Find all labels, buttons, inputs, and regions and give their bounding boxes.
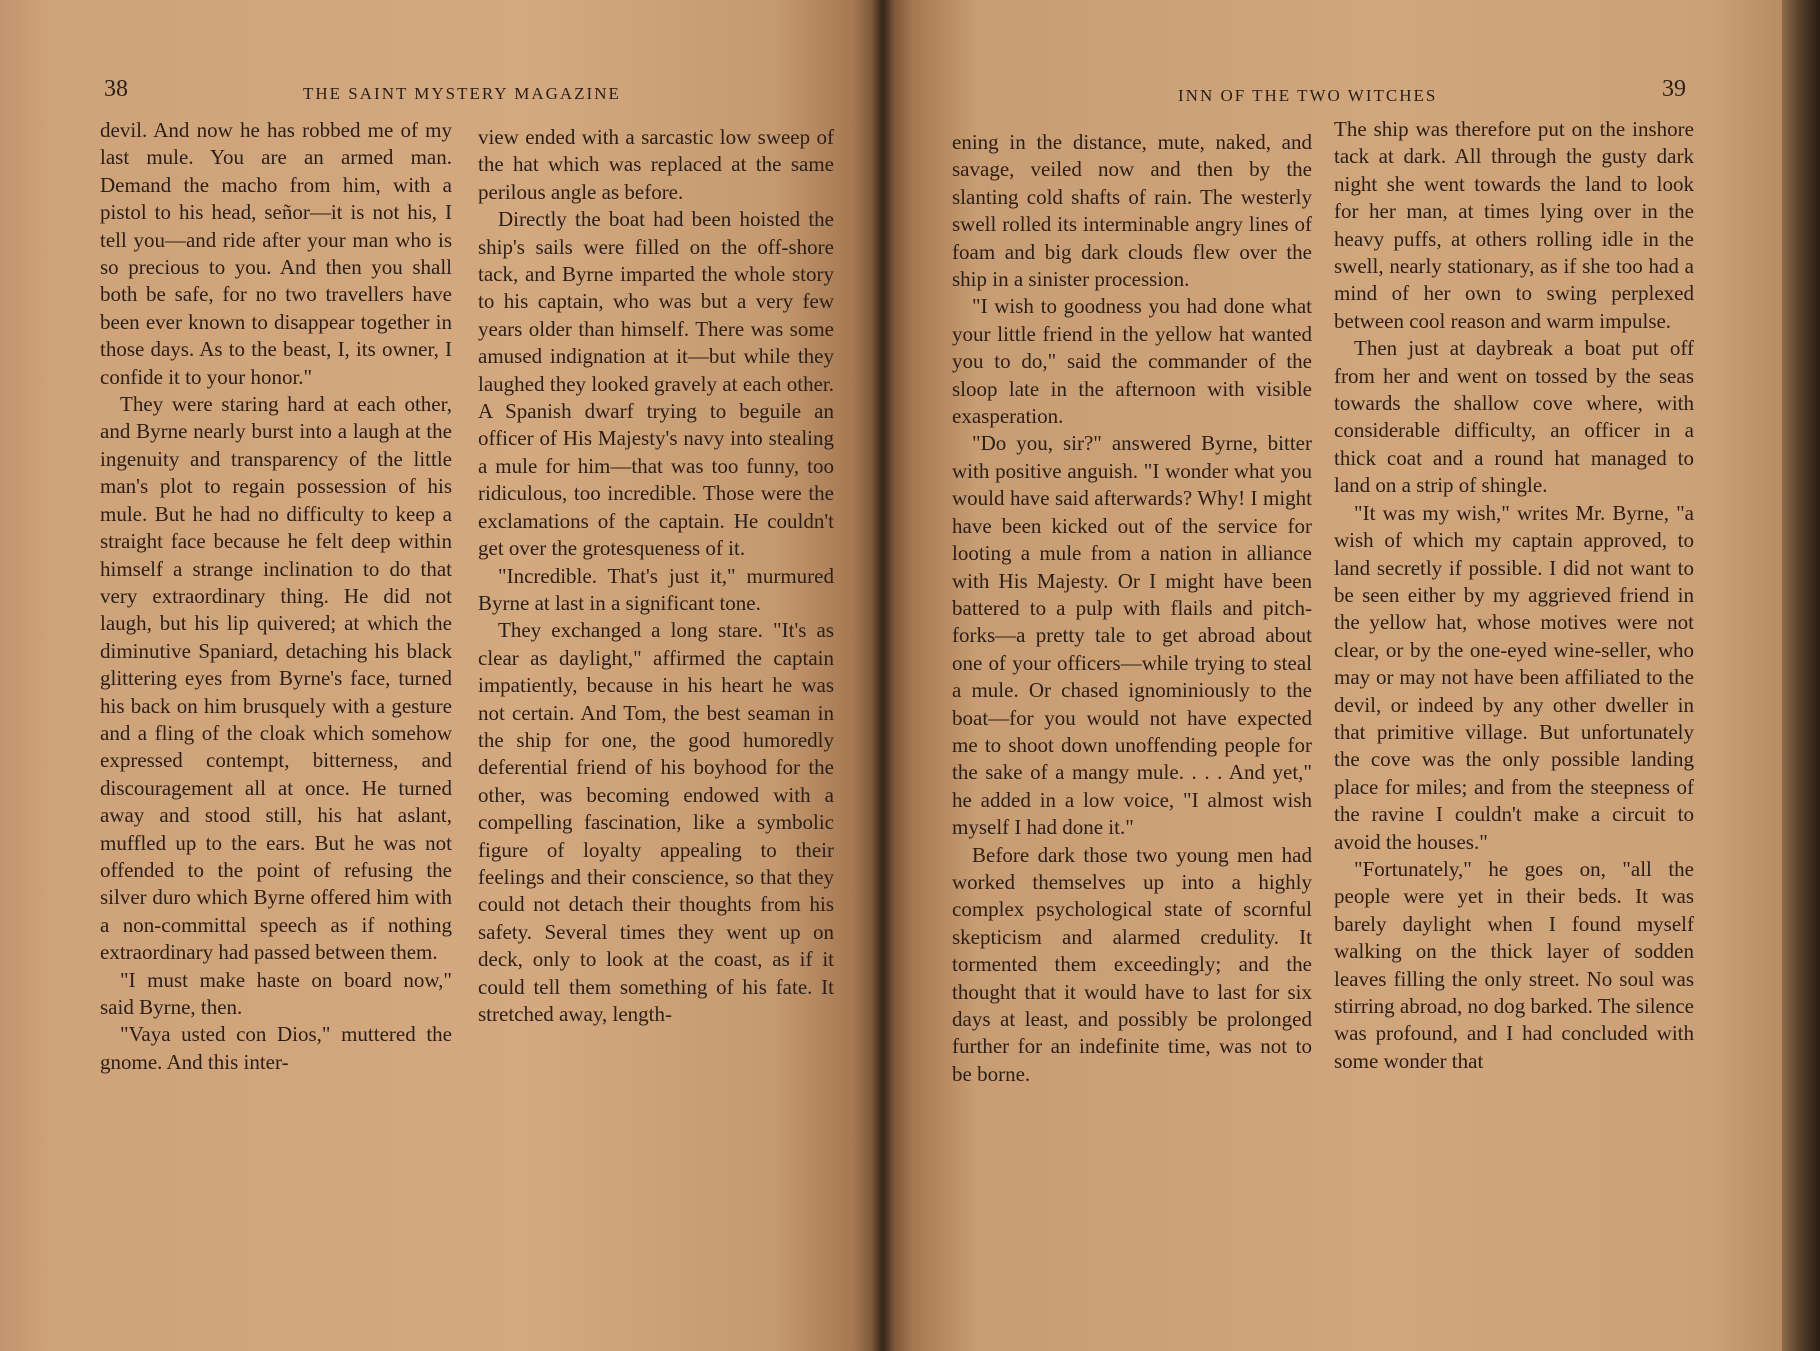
paragraph: "I must make haste on board now," said Byrne, then.: [100, 967, 452, 1019]
left-page: [0, 0, 880, 1351]
paragraph: "Incredible. That's just it," murmured Byrne at last in a significant tone.: [478, 563, 834, 615]
paragraph: Before dark those two young men had worked themselves up into a highly complex psychological state of scornful skepticism and alarmed credulity. It tormented them exceedingly; and the thought that it would have to last for six days at least, and possibly be prolonged further for an indefinite time, was not to be borne.: [952, 842, 1312, 1086]
paragraph: devil. And now he has robbed me of my last mule. You are an armed man. Demand the macho from him, with a pistol to his head, señor—it is not his, I tell you—and ride after your man who is so precious to you. And then you shall both be safe, for no two travellers have been ever known to disappear together in those days. As to the beast, I, its owner, I confide it to your honor.": [100, 118, 452, 389]
paragraph: They were staring hard at each other, and Byrne nearly burst into a laugh at the ingenuity and transparency of the little man's plot to regain possession of his mule. But he had no difficulty to keep a straight face because he felt deep within himself a strange inclination to do that very extraordinary thing. He did not laugh, but his lip quivered; at which the diminutive Spaniard, detaching his black glittering eyes from Byrne's face, turned his back on him brusquely with a gesture and a fling of the cloak which somehow expressed contempt, bitterness, and discouragement all at once. He turned away and stood still, his hat aslant, muffled up to the ears. But he was not offended to the point of refusing the silver duro which Byrne offered him with a non-committal speech as if nothing extraordinary had passed between them.: [100, 392, 452, 965]
running-head: INN OF THE TWO WITCHES: [1178, 86, 1438, 105]
paragraph: "I wish to goodness you had done what your little friend in the yellow hat wanted you to do," said the commander of the sloop late in the afternoon with visible exasperation.: [952, 294, 1312, 429]
paragraph: "Fortunately," he goes on, "all the people were yet in their beds. It was barely daylight when I found myself walking on the thick layer of sodden leaves filling the only street. No soul was stirring abroad, no dog barked. The silence was profound, and I had concluded with some wonder that: [1334, 856, 1695, 1073]
right-page: [886, 0, 1782, 1351]
text-column-1: [100, 117, 452, 1076]
text-column-2: [1334, 116, 1694, 1075]
text-column-1: [952, 129, 1312, 1088]
running-head: THE SAINT MYSTERY MAGAZINE: [303, 84, 621, 103]
paragraph: "Do you, sir?" answered Byrne, bitter with positive anguish. "I wonder what you would have said afterwards? Why! I might have been kicked out of the service for looting a mule from a nation in alliance with His Majesty. Or I might have been battered to a pulp with flails and pitch-forks—a pretty tale to get abroad about one of your officers—while trying to steal a mule. Or chased ignominiously to the boat—for you would not have expected me to shoot down unoffending people for the sake of a mangy mule. . . . And yet," he added in a low voice, "I almost wish myself I had done it.": [952, 431, 1312, 840]
text-column-2: [478, 124, 834, 1028]
paragraph: Then just at daybreak a boat put off from her and went on tossed by the seas towards the shallow cove where, with considerable difficulty, an officer in a thick coat and a round hat managed to land on a strip of shingle.: [1334, 336, 1694, 498]
page-number: 38: [104, 76, 128, 102]
paragraph: The ship was therefore put on the inshore tack at dark. All through the gusty dark night she went towards the land to look for her man, at times lying over in the heavy puffs, at others rolling idle in the swell, nearly stationary, as if she too had a mind of her own to swing perplexed between cool reason and warm impulse.: [1334, 117, 1694, 333]
page-edges: [1782, 0, 1820, 1351]
paragraph: "Vaya usted con Dios," muttered the gnome. And this inter-: [100, 1022, 452, 1074]
book-gutter: [872, 0, 894, 1351]
paragraph: Directly the boat had been hoisted the ship's sails were filled on the off-shore tack, and Byrne imparted the whole story to his captain, who was but a very few years older than himself. There was some amused indignation at it—but while they laughed they looked gravely at each other. A Spanish dwarf trying to beguile an officer of His Majesty's navy into stealing a mule for him—that was too funny, too ridiculous, too incredible. Those were the exclamations of the captain. He couldn't get over the grotesqueness of it.: [478, 207, 834, 561]
paragraph: "It was my wish," writes Mr. Byrne, "a wish of which my captain approved, to land secretly if possible. I did not want to be seen either by my aggrieved friend in the yellow hat, whose motives were not clear, or by the one-eyed wine-seller, who may or may not have been affiliated to the devil, or indeed by any other dweller in that primitive village. But unfortunately the cove was the only possible landing place for miles; and from the steepness of the ravine I couldn't make a circuit to avoid the houses.": [1334, 500, 1694, 854]
paragraph: ening in the distance, mute, naked, and savage, veiled now and then by the slanting cold shafts of rain. The westerly swell rolled its interminable angry lines of foam and big dark clouds flew over the ship in a sinister procession.: [952, 130, 1312, 292]
page-number: 39: [1662, 76, 1686, 102]
paragraph: They exchanged a long stare. "It's as clear as daylight," affirmed the captain impatiently, because in his heart he was not certain. And Tom, the best seaman in the ship for one, the good humoredly deferential friend of his boyhood for the other, was becoming endowed with a compelling fascination, like a symbolic figure of loyalty appealing to their feelings and their conscience, so that they could not detach their thoughts from his safety. Several times they went up on deck, only to look at the coast, as if it could tell them something of his fate. It stretched away, length-: [478, 618, 834, 1026]
paragraph: view ended with a sarcastic low sweep of the hat which was replaced at the same perilous angle as before.: [478, 125, 834, 204]
